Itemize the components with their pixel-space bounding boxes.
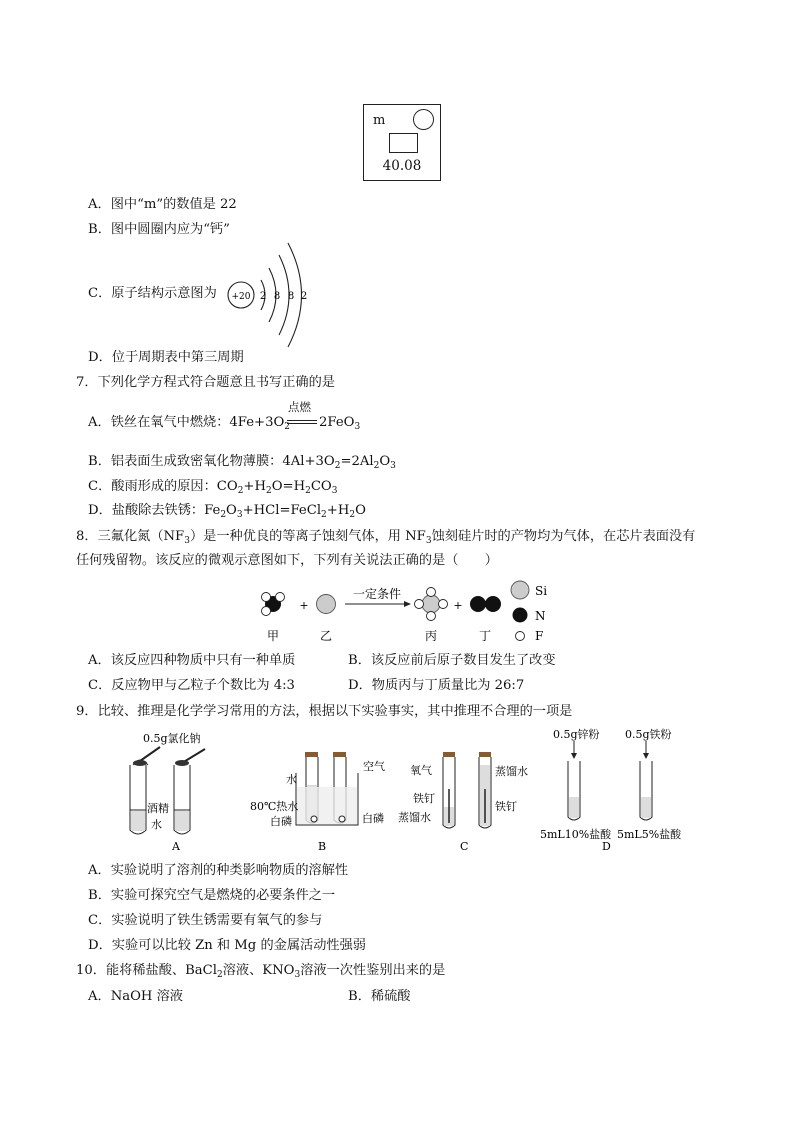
q7-option-d: D．盐酸除去铁锈：$Fe_2O_3+HCl=FeCl_2+H_2O$ xyxy=(88,503,366,520)
q8-option-a: A．该反应四种物质中只有一种单质 xyxy=(88,653,296,668)
label-yi: 乙 xyxy=(319,629,333,643)
q6-option-b: B．图中圆圈内应为“钙” xyxy=(88,222,230,237)
svg-text:+: + xyxy=(299,599,309,612)
q7-option-a: A．铁丝在氧气中燃烧：$4Fe+3O_2$ xyxy=(88,415,291,432)
q6-option-c-label: C．原子结构示意图为 xyxy=(88,286,217,301)
legend-f: F xyxy=(535,629,544,643)
figure-b xyxy=(250,752,385,853)
fig-a-tag: A xyxy=(172,840,180,853)
shell-3-count: 8 xyxy=(287,291,295,302)
q8-option-b: B．该反应前后原子数目发生了改变 xyxy=(348,653,556,668)
figure-a xyxy=(130,731,205,853)
element-symbol-box xyxy=(389,133,418,153)
q7-option-c: C．酸雨形成的原因：$CO_2+H_2O=H_2CO_3$ xyxy=(88,479,338,496)
q8-stem-c: 蚀刻硅片时的产物均为气体，在芯片表面没有 xyxy=(431,529,696,544)
atomic-structure-diagram xyxy=(225,240,320,350)
fig-d-acid1: 5mL10%盐酸 xyxy=(540,828,612,841)
element-atomic-mass: 40.08 xyxy=(382,158,422,174)
fig-b-tag: B xyxy=(318,840,327,853)
q10-stem: 10．能将稀盐酸、BaCl$_2$溶液、$KNO_3$溶液一次性鉴别出来的是 xyxy=(76,963,446,980)
q8-stem-line2: 任何残留物。该反应的微观示意图如下，下列有关说法正确的是（ ） xyxy=(76,553,498,568)
q7-a-text: A．铁丝在氧气中燃烧：4Fe+3O xyxy=(88,415,285,430)
fig-d-tag: D xyxy=(602,840,611,853)
q10-option-b: B．稀硫酸 xyxy=(348,989,411,1004)
molecule-bing xyxy=(415,588,448,621)
label-bing: 丙 xyxy=(424,629,438,643)
q9-option-c: C．实验说明了铁生锈需要有氧气的参与 xyxy=(88,913,323,928)
element-mass-number-placeholder: m xyxy=(373,113,386,128)
fig-d-zn: 0.5g锌粉 xyxy=(553,728,600,741)
element-tile xyxy=(363,104,441,181)
nucleus-charge: +20 xyxy=(231,292,251,302)
q7-c-text: C．酸雨形成的原因：CO xyxy=(88,479,238,494)
q7-b-text: B．铝表面生成致密氧化物薄膜：4Al+3O xyxy=(88,454,335,469)
q7-a-condition: 点燃 xyxy=(288,400,311,414)
q6-option-d: D．位于周期表中第三周期 xyxy=(88,350,244,365)
q8-stem-b: ）是一种优良的等离子蚀刻气体，用 NF xyxy=(189,529,426,544)
fig-b-air: 空气 xyxy=(363,760,385,773)
figure-c xyxy=(398,752,528,853)
q7-a-product: 2FeO$_3$ xyxy=(319,415,361,432)
legend-n-symbol xyxy=(513,608,528,623)
shell-2-count: 8 xyxy=(273,291,281,302)
legend-n: N xyxy=(535,609,546,623)
shell-4-count: 2 xyxy=(300,291,308,302)
legend-si-symbol xyxy=(511,581,529,599)
q8-option-d: D．物质丙与丁质量比为 26:7 xyxy=(348,678,525,693)
legend-f-symbol xyxy=(516,632,525,641)
q9-option-b: B．实验可探究空气是燃烧的必要条件之一 xyxy=(88,888,336,903)
label-ding: 丁 xyxy=(478,629,492,643)
q6-option-a: A．图中“m”的数值是 22 xyxy=(88,197,237,212)
fig-b-p2: 白磷 xyxy=(362,812,384,825)
reaction-condition: 一定条件 xyxy=(352,587,402,601)
molecule-ding xyxy=(470,596,501,612)
fig-c-o2: 氧气 xyxy=(410,764,432,777)
fig-c-nail1: 铁钉 xyxy=(413,792,435,805)
fig-c-dw2: 蒸馏水 xyxy=(495,765,528,778)
q8-stem-a: 8．三氟化氮（NF xyxy=(76,529,185,544)
fig-b-hot: 80℃热水 xyxy=(250,800,299,813)
fig-b-water: 水 xyxy=(286,773,297,786)
q10-stem-c: 溶液一次性鉴别出来的是 xyxy=(300,963,446,978)
q10-stem-a: 10．能将稀盐酸、BaCl xyxy=(76,963,217,978)
q7-stem: 7．下列化学方程式符合题意且书写正确的是 xyxy=(76,375,335,390)
q7-a-equal-line-1 xyxy=(287,420,317,421)
q9-option-d: D．实验可以比较 Zn 和 Mg 的金属活动性强弱 xyxy=(88,938,366,953)
fig-a-top: 0.5g氯化钠 xyxy=(143,732,201,745)
q9-stem: 9．比较、推理是化学学习常用的方法，根据以下实验事实，其中推理不合理的一项是 xyxy=(76,704,573,719)
q10-option-a: A．NaOH 溶液 xyxy=(88,989,183,1004)
reaction-micro-diagram xyxy=(255,580,565,645)
fig-a-l1: 酒精 xyxy=(147,802,169,815)
fig-c-dw1: 蒸馏水 xyxy=(398,811,431,824)
q8-option-c: C．反应物甲与乙粒子个数比为 4:3 xyxy=(88,678,295,693)
fig-a-l2: 水 xyxy=(151,818,162,831)
molecule-jia xyxy=(262,593,285,616)
q9-option-a: A．实验说明了溶剂的种类影响物质的溶解性 xyxy=(88,863,349,878)
q7-a-equal-line-2 xyxy=(287,423,317,424)
legend-si: Si xyxy=(535,584,548,598)
svg-text:+: + xyxy=(453,599,463,612)
q8-stem-line1: 8．三氟化氮$(NF_3)$是一种优良的等离子蚀刻气体，用 $NF_3$蚀刻硅片时的产物均为气体，在芯片表面没有 xyxy=(76,529,696,546)
fig-d-acid2: 5mL5%盐酸 xyxy=(617,828,682,841)
fig-c-nail2: 铁钉 xyxy=(495,800,517,813)
q10-stem-b: 溶液、KNO xyxy=(222,963,295,978)
q7-d-text: D．盐酸除去铁锈：Fe xyxy=(88,503,221,518)
q7-option-b: B．铝表面生成致密氧化物薄膜：$4Al+3O_2=2Al_2O_3$ xyxy=(88,454,396,471)
shell-1-count: 2 xyxy=(259,291,267,302)
fig-b-p1: 白磷 xyxy=(270,815,292,828)
element-name-circle xyxy=(413,109,434,130)
fig-c-tag: C xyxy=(460,840,469,853)
fig-d-fe: 0.5g铁粉 xyxy=(625,728,672,741)
atom-yi-si xyxy=(317,595,336,614)
q7-a-product-text: 2Fe xyxy=(319,415,344,430)
figure-d xyxy=(540,727,682,853)
label-jia: 甲 xyxy=(266,629,280,643)
q9-experiment-figures xyxy=(110,725,710,855)
